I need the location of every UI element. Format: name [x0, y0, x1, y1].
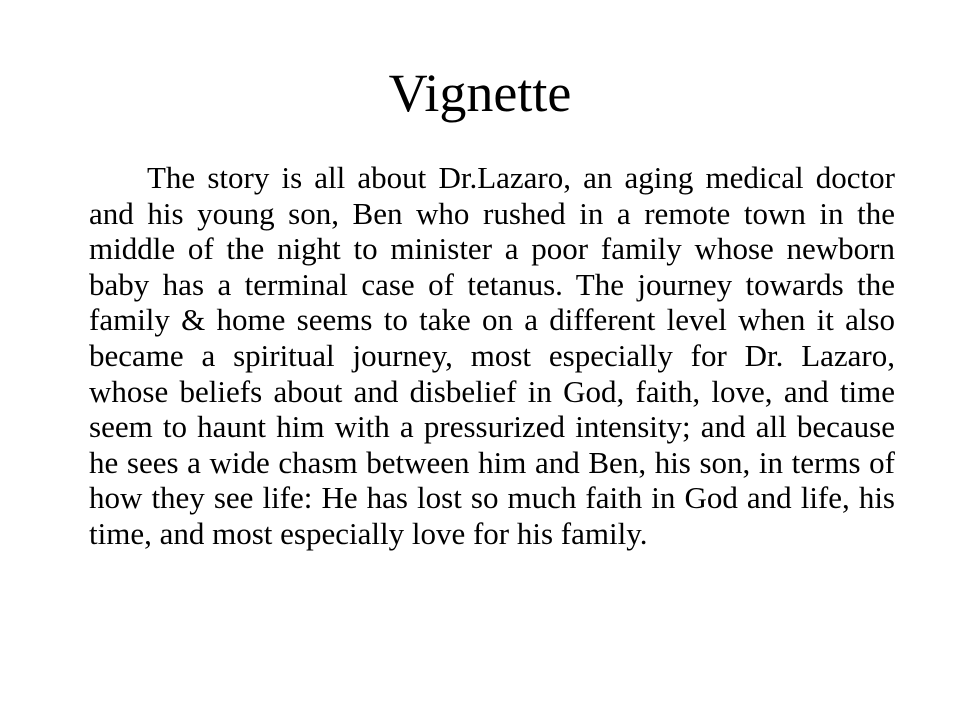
slide-title: Vignette [388, 63, 572, 123]
slide-body-text: The story is all about Dr.Lazaro, an aging medical doctor and his young son, Ben who rushed in a remote town in the middle of the night to minister a poor family whose newborn baby has a terminal case of tetanus. The journey towards the family & home seems to take on a different level when it also became a spiritual journey, most especially for Dr. Lazaro, whose beliefs about and disbelief in God, faith, love, and time seem to haunt him with a pressurized intensity; and all because he sees a wide chasm between him and Ben, his son, in terms of how they see life: He has lost so much faith in God and life, his time, and most especially love for his family. [89, 160, 895, 551]
